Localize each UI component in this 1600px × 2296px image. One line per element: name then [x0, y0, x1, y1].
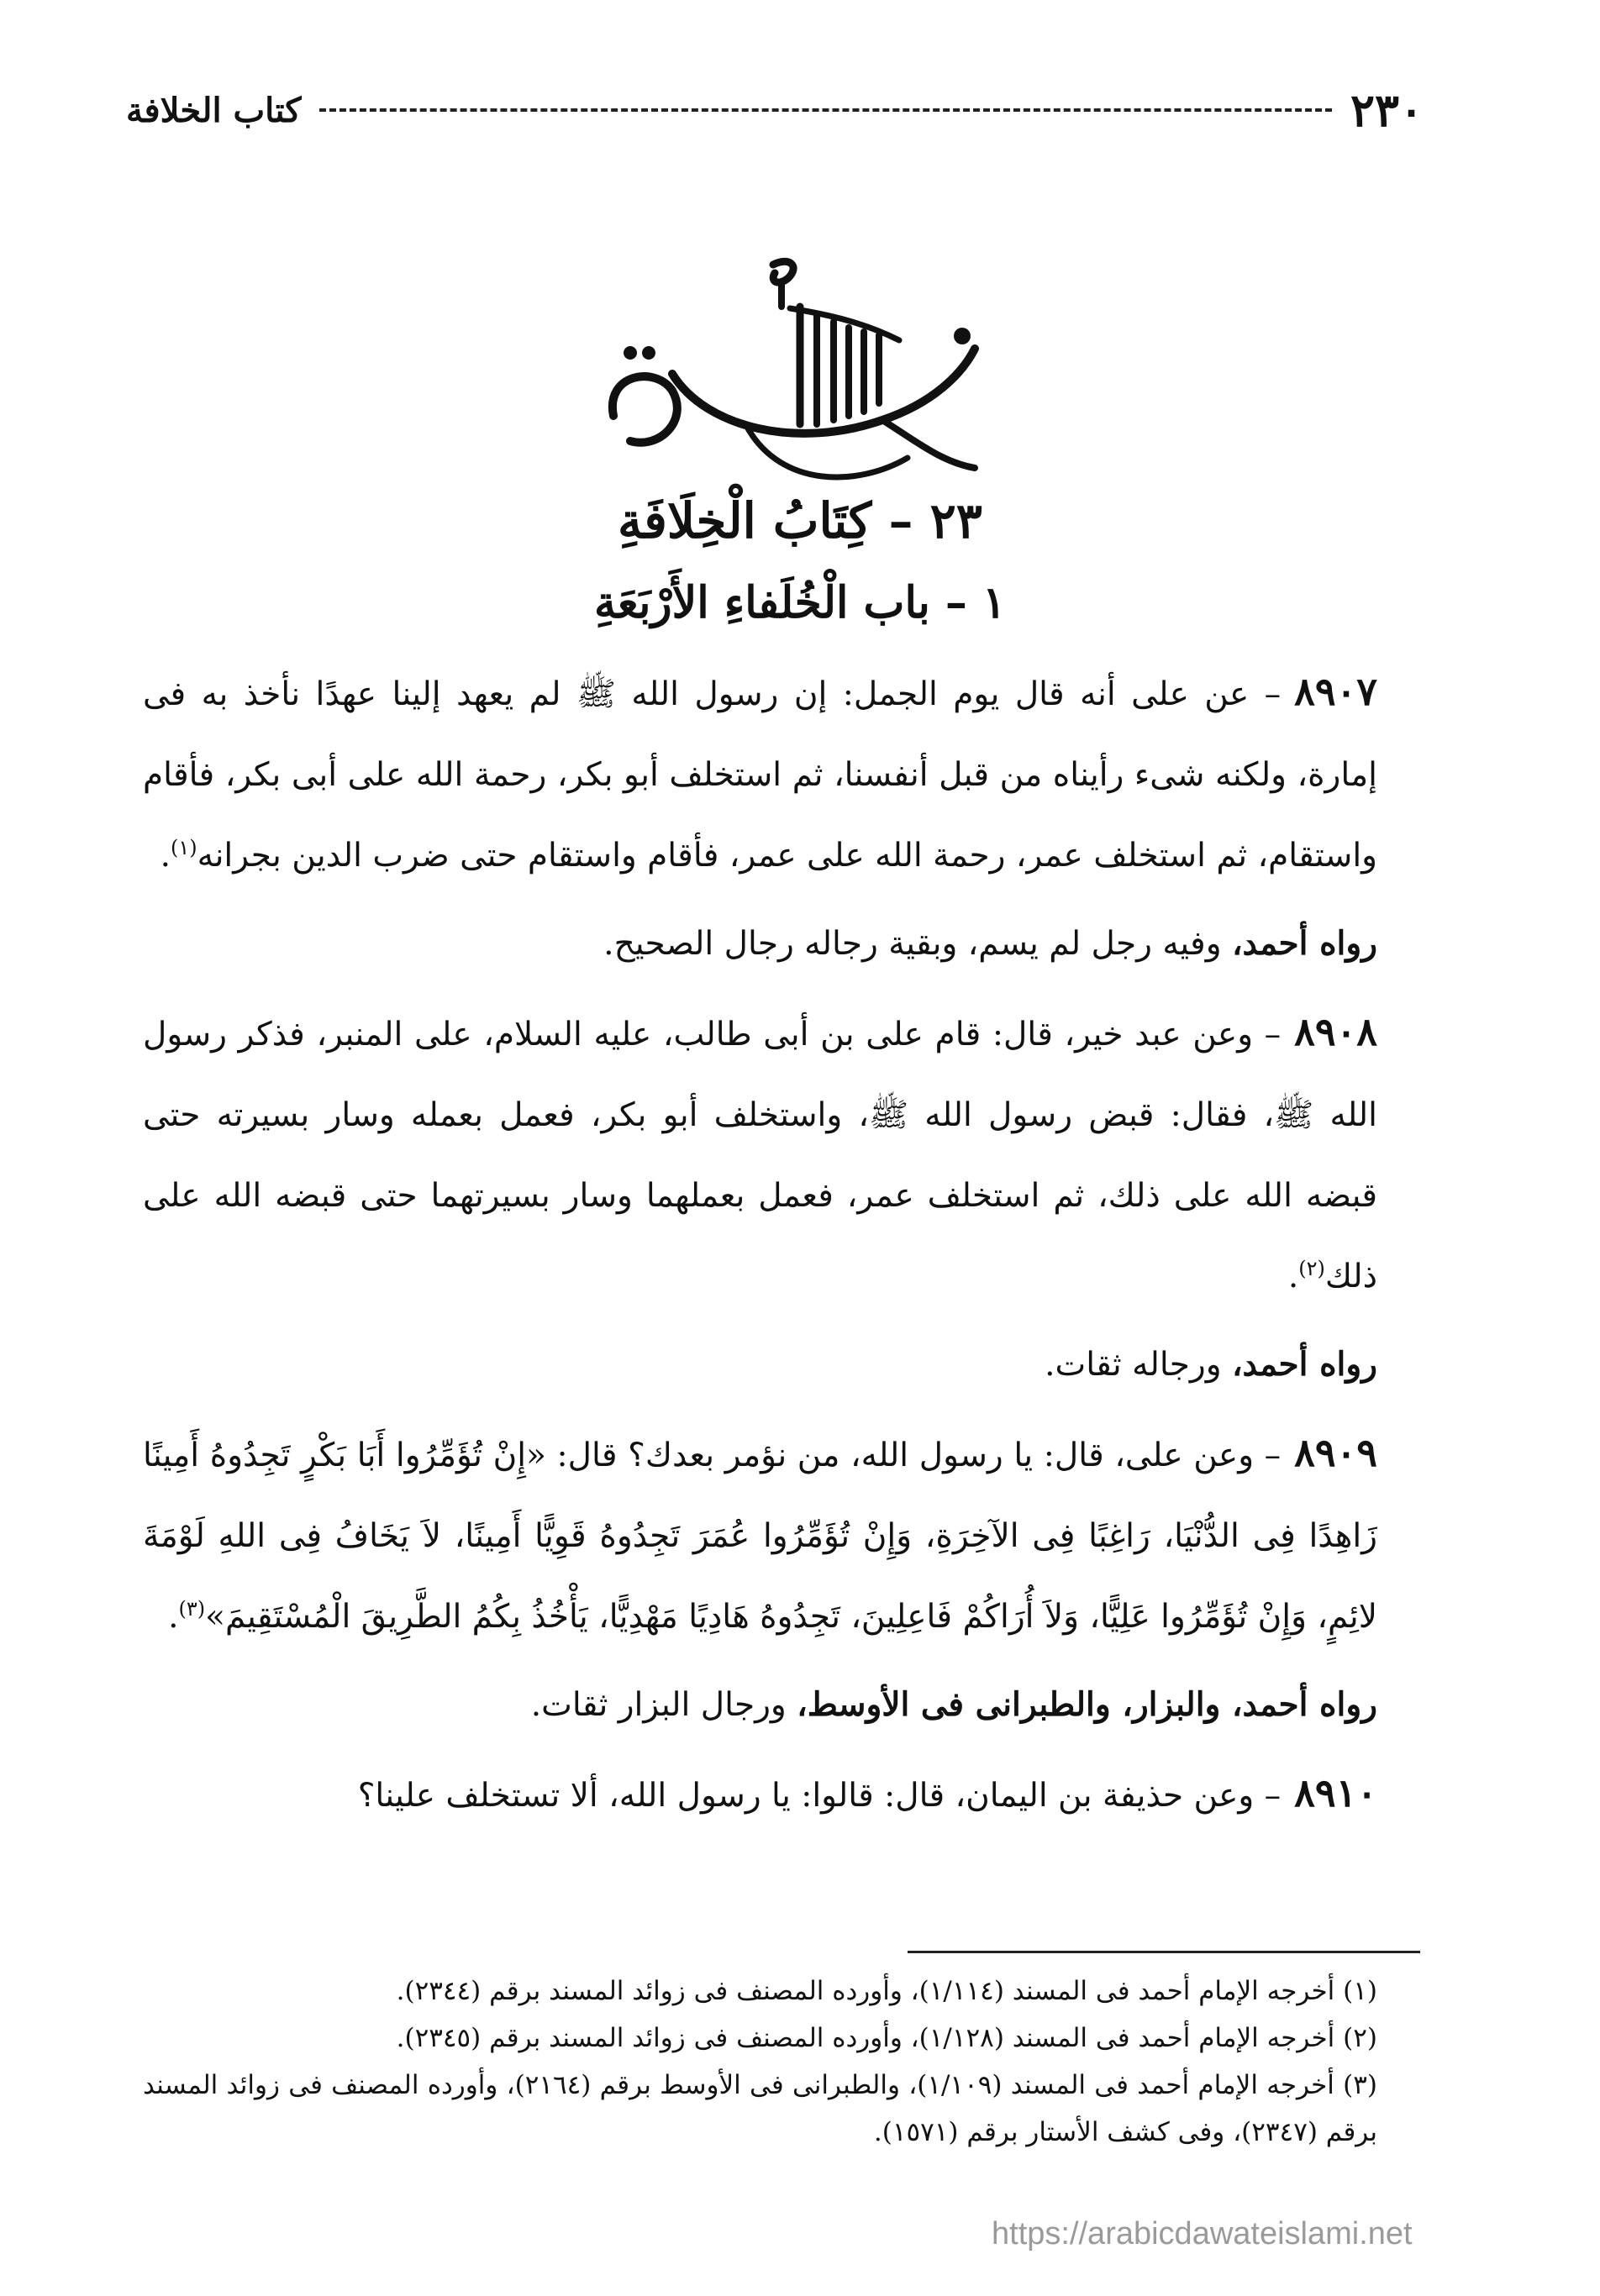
footnote: (٣) أخرجه الإمام أحمد فى المسند (١/١٠٩)، والطبرانى فى الأوسط برقم (٢١٦٤)، وأورده المصنف فى زوائد المسند برقم (٢٣٤٧)، وفى كشف الأستار برقم (١٥٧١).: [143, 2070, 1378, 2147]
hadith-number: ٨٩٠٧: [1294, 669, 1377, 714]
footnotes: [143, 1968, 1377, 2156]
hadith-number: ٨٩١٠: [1294, 1770, 1377, 1815]
narration-source: رواه أحمد،: [1231, 924, 1377, 963]
footnote-reference: (١): [171, 836, 197, 859]
hadith-text: – وعن عبد خير، قال: قام على بن أبى طالب، عليه السلام، على المنبر، فذكر رسول الله ﷺ، فقال: قبض رسول الله ﷺ، واستخلف أبو بكر، فعمل بعمله وسار بسيرته حتى قبضه الله على ذلك، ثم استخلف عمر، فعمل بعملهما وسار بسيرتهما حتى قبضه الله على ذلك: [143, 1016, 1377, 1295]
hadith-number: ٨٩٠٩: [1294, 1430, 1377, 1475]
hadith-paragraph: [143, 991, 1377, 1317]
hadith-paragraph: [143, 651, 1377, 896]
watermark-url: https://arabicdawateislami.net: [992, 2216, 1413, 2251]
narration-source: رواه أحمد،: [1231, 1345, 1377, 1384]
page-number: ٢٣٠: [1350, 83, 1424, 137]
body-text: [143, 651, 1377, 1843]
running-header: [126, 81, 1424, 139]
hadith-end: .: [1287, 1258, 1299, 1295]
hadith-text: – عن على أنه قال يوم الجمل: إن رسول الله ﷺ لم يعهد إلينا عهدًا نأخذ به فى إمارة، ولكنه شىء رأيناه من قبل أنفسنا، ثم استخلف أبو بكر، رحمة الله على أبى بكر، فأقام واستقام، ثم استخلف عمر، رحمة الله على عمر، فأقام واستقام حتى ضرب الدين بجرانه: [143, 675, 1377, 875]
hadith-end: .: [168, 1598, 179, 1636]
narration-comment: ورجاله ثقات.: [1045, 1346, 1232, 1384]
basmala-calligraphy-icon: [580, 248, 1017, 491]
hadith-end: .: [160, 837, 171, 875]
header-dashed-rule: [319, 108, 1332, 112]
footnote: (٢) أخرجه الإمام أحمد فى المسند (١/١٢٨)، وأورده المصنف فى زوائد المسند برقم (٢٣٤٥).: [396, 2023, 1377, 2053]
narration-line: [143, 903, 1377, 985]
narration-comment: ورجال البزار ثقات.: [530, 1686, 797, 1724]
narration-line: [143, 1324, 1377, 1405]
hadith-text: – وعن على، قال: يا رسول الله، من نؤمر بعدك؟ قال: «إِنْ تُؤَمِّرُوا أَبَا بَكْرٍ تَجِدُوهُ أَمِينًا زَاهِدًا فِى الدُّنْيَا، رَاغِبًا فِى الآخِرَةِ، وَإِنْ تُؤَمِّرُوا عُمَرَ تَجِدُوهُ قَوِيًّا أَمِينًا، لاَ يَخَافُ فِى اللهِ لَوْمَةَ لائِمٍ، وَإِنْ تُؤَمِّرُوا عَلِيًّا، وَلاَ أُرَاكُمْ فَاعِلِينَ، تَجِدُوهُ هَادِيًا مَهْدِيًّا، يَأْخُذُ بِكُمُ الطَّرِيقَ الْمُسْتَقِيمَ»: [143, 1437, 1377, 1636]
chapter-title: ١ – باب الْخُلَفاءِ الأَرْبَعَةِ: [594, 577, 1006, 628]
footnote-reference: (٣): [178, 1597, 206, 1621]
narration-source: رواه أحمد، والبزار، والطبرانى فى الأوسط،: [797, 1685, 1377, 1724]
narration-comment: وفيه رجل لم يسم، وبقية رجاله رجال الصحيح.: [603, 925, 1232, 963]
footnote-reference: (٢): [1298, 1257, 1325, 1280]
footnote-separator: [908, 1951, 1420, 1953]
hadith-number: ٨٩٠٨: [1294, 1009, 1377, 1054]
running-book-name: كتاب الخلافة: [126, 90, 302, 130]
narration-line: [143, 1664, 1377, 1746]
hadith-text: – وعن حذيفة بن اليمان، قال: قالوا: يا رسول الله، ألا تستخلف علينا؟: [357, 1777, 1282, 1815]
book-title: ٢٣ – كِتَابُ الْخِلَافَةِ: [618, 492, 982, 549]
hadith-paragraph: [143, 1412, 1377, 1658]
footnote: (١) أخرجه الإمام أحمد فى المسند (١/١١٤)، وأورده المصنف فى زوائد المسند برقم (٢٣٤٤).: [396, 1976, 1377, 2006]
hadith-paragraph: [143, 1752, 1377, 1836]
